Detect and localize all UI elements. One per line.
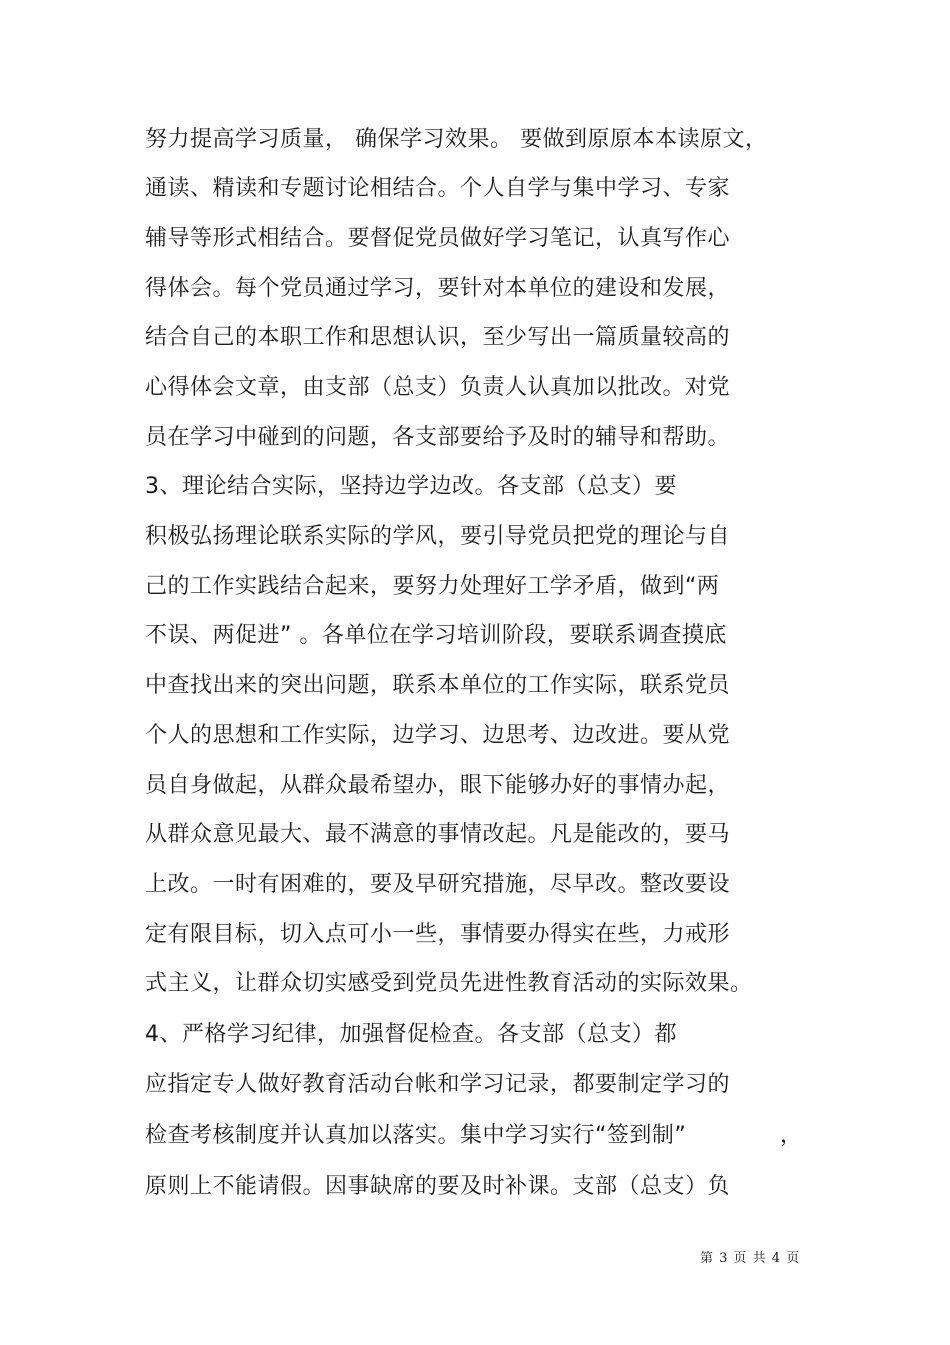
body-line-7: 员在学习中碰到的问题，各支部要给予及时的辅导和帮助。	[145, 425, 731, 450]
body-line-4: 得体会。每个党员通过学习，要针对本单位的建设和发展，	[145, 276, 731, 301]
page-number-footer: 第 3 页 共 4 页	[700, 1251, 801, 1266]
trailing-comma: ，	[780, 1123, 803, 1148]
body-line-18: 式主义，让群众切实感受到党员先进性教育活动的实际效果。	[145, 971, 753, 996]
body-line-22: 原则上不能请假。因事缺席的要及时补课。支部（总支）负	[145, 1174, 731, 1199]
body-line-10: 己的工作实践结合起来，要努力处理好工学矛盾，做到“两	[145, 574, 720, 599]
body-line-11: 不误、两促进” 。各单位在学习培训阶段，要联系调查摸底	[145, 623, 727, 648]
body-line-2: 通读、精读和专题讨论相结合。个人自学与集中学习、专家	[145, 176, 731, 201]
body-line-6: 心得体会文章，由支部（总支）负责人认真加以批改。对党	[145, 375, 731, 400]
body-line-20: 应指定专人做好教育活动台帐和学习记录，都要制定学习的	[145, 1072, 731, 1097]
body-line-5: 结合自己的本职工作和思想认识，至少写出一篇质量较高的	[145, 325, 731, 350]
body-line-19: 4、严格学习纪律，加强督促检查。各支部（总支）都	[145, 1022, 677, 1047]
body-line-15: 从群众意见最大、最不满意的事情改起。凡是能改的，要马	[145, 822, 731, 847]
body-line-14: 员自身做起，从群众最希望办，眼下能够办好的事情办起，	[145, 773, 731, 798]
body-line-13: 个人的思想和工作实际，边学习、边思考、边改进。要从党	[145, 723, 731, 748]
body-line-1: 努力提高学习质量， 确保学习效果。 要做到原原本本读原文，	[145, 127, 768, 152]
body-line-16: 上改。一时有困难的，要及早研究措施，尽早改。整改要设	[145, 872, 731, 897]
body-line-3: 辅导等形式相结合。要督促党员做好学习笔记，认真写作心	[145, 226, 731, 251]
body-line-17: 定有限目标，切入点可小一些，事情要办得实在些，力戒形	[145, 922, 731, 947]
body-line-21: 检查考核制度并认真加以落实。集中学习实行“签到制”	[145, 1123, 687, 1148]
body-line-12: 中查找出来的突出问题，联系本单位的工作实际，联系党员	[145, 673, 731, 698]
body-line-8: 3、理论结合实际，坚持边学边改。各支部（总支）要	[145, 474, 677, 499]
body-line-9: 积极弘扬理论联系实际的学风，要引导党员把党的理论与自	[145, 524, 731, 549]
